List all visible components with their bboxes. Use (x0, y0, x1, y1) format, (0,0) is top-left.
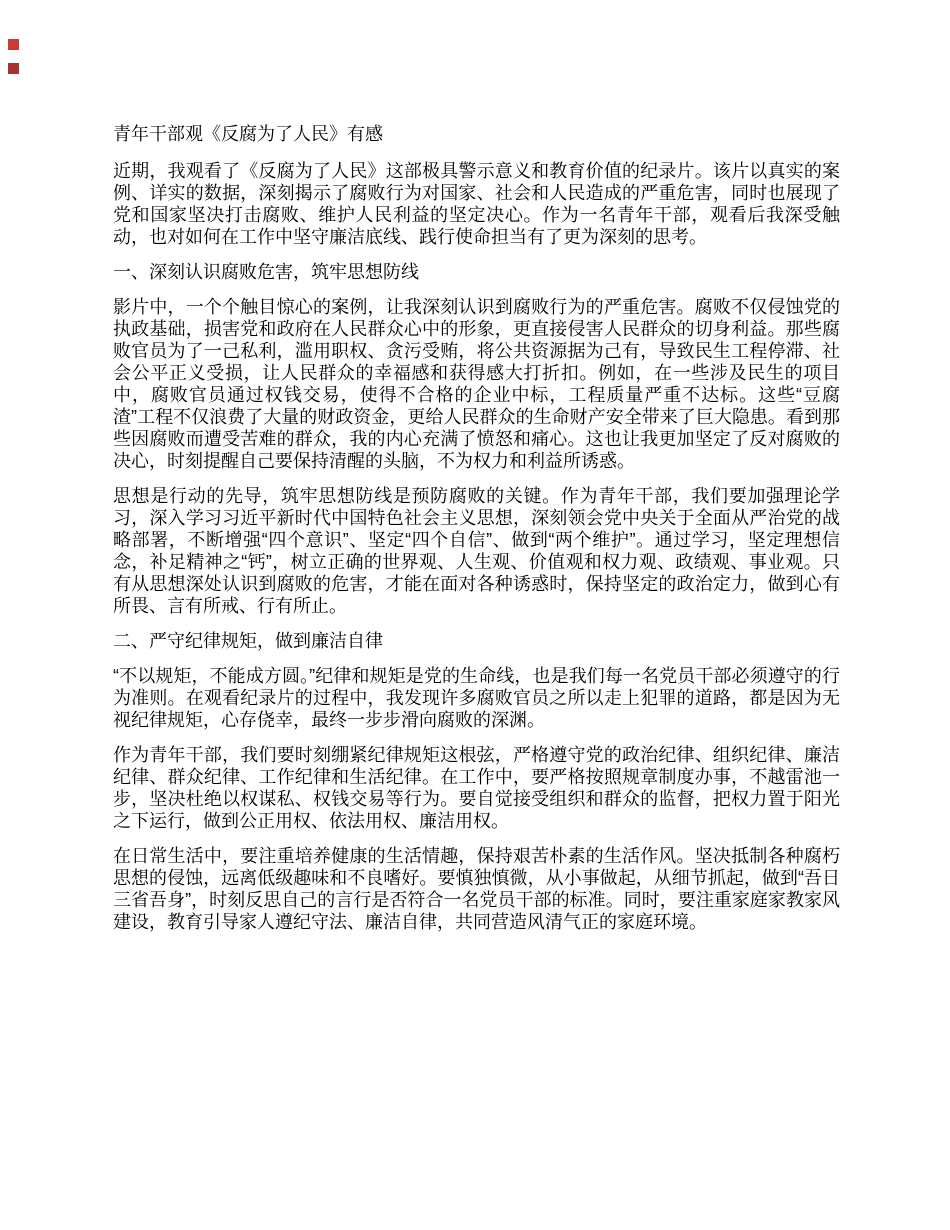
paragraph-work-discipline: 作为青年干部，我们要时刻绷紧纪律规矩这根弦，严格遵守党的政治纪律、组织纪律、廉洁纪律、群众纪律、工作纪律和生活纪律。在工作中，要严格按照规章制度办事，不越雷池一步，坚决杜绝以权谋私、权钱交易等行为。要自觉接受组织和群众的监督，把权力置于阳光之下运行，做到公正用权、依法用权、廉洁用权。 (113, 745, 840, 831)
red-square-marker-top (8, 39, 19, 50)
paragraph-discipline-rules: “不以规矩，不能成方圆。”纪律和规矩是党的生命线，也是我们每一名党员干部必须遵守的行为准则。在观看纪录片的过程中，我发现许多腐败官员之所以走上犯罪的道路，都是因为无视纪律规矩，心存侥幸，最终一步步滑向腐败的深渊。 (113, 666, 840, 730)
paragraph-daily-life: 在日常生活中，要注重培养健康的生活情趣，保持艰苦朴素的生活作风。坚决抵制各种腐朽思想的侵蚀，远离低级趣味和不良嗜好。要慎独慎微，从小事做起，从细节抓起，做到“吾日三省吾身”，时刻反思自己的言行是否符合一名党员干部的标准。同时，要注重家庭家教家风建设，教育引导家人遵纪守法、廉洁自律，共同营造风清气正的家庭环境。 (113, 846, 840, 932)
paragraph-intro: 近期，我观看了《反腐为了人民》这部极具警示意义和教育价值的纪录片。该片以真实的案例、详实的数据，深刻揭示了腐败行为对国家、社会和人民造成的严重危害，同时也展现了党和国家坚决打击腐败、维护人民利益的坚定决心。作为一名青年干部，观看后我深受触动，也对如何在工作中坚守廉洁底线、践行使命担当有了更为深刻的思考。 (113, 161, 840, 247)
red-square-marker-bottom (8, 63, 19, 74)
paragraph-ideology: 思想是行动的先导，筑牢思想防线是预防腐败的关键。作为青年干部，我们要加强理论学习，深入学习习近平新时代中国特色社会主义思想，深刻领会党中央关于全面从严治党的战略部署，不断增强“四个意识”、坚定“四个自信”、做到“两个维护”。通过学习，坚定理想信念，补足精神之“钙”，树立正确的世界观、人生观、价值观和权力观、政绩观、事业观。只有从思想深处认识到腐败的危害，才能在面对各种诱惑时，保持坚定的政治定力，做到心有所畏、言有所戒、行有所止。 (113, 486, 840, 616)
paragraph-harm-cases: 影片中，一个个触目惊心的案例，让我深刻认识到腐败行为的严重危害。腐败不仅侵蚀党的执政基础，损害党和政府在人民群众心中的形象，更直接侵害人民群众的切身利益。那些腐败官员为了一己私利，滥用职权、贪污受贿，将公共资源据为己有，导致民生工程停滞、社会公平正义受损，让人民群众的幸福感和获得感大打折扣。例如，在一些涉及民生的项目中，腐败官员通过权钱交易，使得不合格的企业中标，工程质量严重不达标。这些“豆腐渣”工程不仅浪费了大量的财政资金，更给人民群众的生命财产安全带来了巨大隐患。看到那些因腐败而遭受苦难的群众，我的内心充满了愤怒和痛心。这也让我更加坚定了反对腐败的决心，时刻提醒自己要保持清醒的头脑，不为权力和利益所诱惑。 (113, 297, 840, 471)
section-heading-2: 二、严守纪律规矩，做到廉洁自律 (113, 631, 383, 651)
section-heading-1: 一、深刻认识腐败危害，筑牢思想防线 (113, 262, 419, 282)
essay-title: 青年干部观《反腐为了人民》有感 (113, 124, 383, 144)
essay-content (113, 123, 840, 946)
